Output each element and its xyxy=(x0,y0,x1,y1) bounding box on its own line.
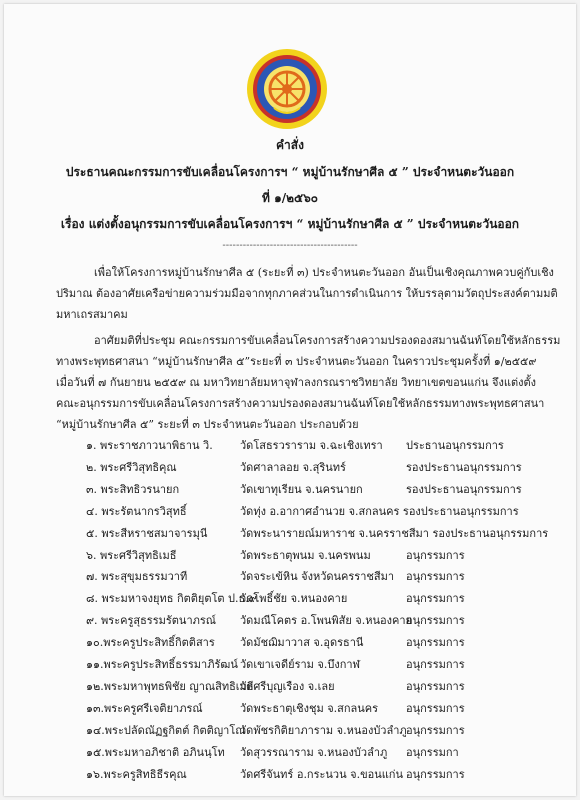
member-role: ประธานอนุกรรมการ xyxy=(406,439,504,452)
member-role: อนุกรรมการ xyxy=(406,570,465,584)
document-issuer: ประธานคณะกรรมการขับเคลื่อนโครงการฯ “ หมู่บ้านรักษาศีล ๕ ” ประจำหนตะวันออก xyxy=(65,165,515,179)
member-name: ๑๒.พระมหาพุทธพิชัย ญาณสิทธิเมธี xyxy=(86,679,254,693)
list-item xyxy=(4,743,576,765)
document-subject: เรื่อง แต่งตั้งอนุกรรมการขับเคลื่อนโครงการฯ “ หมู่บ้านรักษาศีล ๕ ” ประจำหนตะวันออก xyxy=(60,217,520,231)
list-item xyxy=(4,458,576,480)
member-role: อนุกรรมการ xyxy=(406,614,465,628)
member-role: อนุกรรมกา xyxy=(406,745,459,759)
list-item xyxy=(4,589,576,611)
member-name: ๒. พระศรีวิสุทธิคุณ xyxy=(86,460,177,474)
member-temple: วัดศรีบุญเรือง จ.เลย xyxy=(240,679,335,693)
member-name: ๑. พระราชภาวนาพิธาน วิ. xyxy=(86,439,213,452)
member-temple: วัดพระนารายณ์มหาราช จ.นครราชสีมา รองประธานอนุกรรมการ xyxy=(240,526,549,540)
document-title: คำสั่ง xyxy=(276,138,304,152)
list-item xyxy=(4,502,576,524)
member-temple: วัดมณีโคตร อ.โพนพิสัย จ.หนองคาย xyxy=(240,614,412,628)
member-temple: วัดสุวรรณาราม จ.หนองบัวลำภู xyxy=(240,745,388,759)
member-name: ๑๐.พระครูประสิทธิ์กิตติสาร xyxy=(86,636,215,650)
organization-logo-seal xyxy=(246,48,328,130)
paragraph-line: ทางพระพุทธศาสนา “หมู่บ้านรักษาศีล ๕”ระยะที่ ๓ ประจำหนตะวันออก ในคราวประชุมครั้งที่ ๑/๒๕๕๙ xyxy=(56,355,537,368)
member-temple: วัดโพธิ์ชัย จ.หนองคาย xyxy=(240,592,348,606)
paragraph-purpose xyxy=(56,262,556,325)
member-name: ๔. พระรัตนากรวิสุทธิ์ xyxy=(86,504,187,518)
paragraph-line: มหาเถรสมาคม xyxy=(56,308,128,321)
list-item xyxy=(4,699,576,721)
member-name: ๑๕.พระมหาอภิชาติ อภินนฺโท xyxy=(86,745,225,759)
member-role: รองประธานอนุกรรมการ xyxy=(406,482,522,496)
member-temple: วัดโสธรวราราม จ.ฉะเชิงเทรา xyxy=(240,439,383,452)
member-role: อนุกรรมการ xyxy=(406,658,465,671)
member-role: อนุกรรมการ xyxy=(406,636,465,650)
list-item xyxy=(4,677,576,699)
list-item xyxy=(4,721,576,743)
list-item xyxy=(4,524,576,546)
member-temple: วัดจระเข้หิน จังหวัดนครราชสีมา xyxy=(240,570,394,584)
divider-line: ---------------------------------------- xyxy=(222,240,358,251)
list-item xyxy=(4,611,576,633)
list-item xyxy=(4,567,576,589)
paragraph-line: “หมู่บ้านรักษาศีล ๕” ระยะที่ ๓ ประจำหนตะวันออก ประกอบด้วย xyxy=(56,418,359,431)
list-item xyxy=(4,480,576,502)
dharma-wheel-emblem-icon xyxy=(246,48,328,130)
list-item xyxy=(4,633,576,655)
paragraph-line: เพื่อให้โครงการหมู่บ้านรักษาศีล ๕ (ระยะที่ ๓) ประจำหนตะวันออก อันเป็นเชิงคุณภาพควบคู่กับเชิง xyxy=(94,266,554,279)
member-name: ๕. พระสีหราชสมาจารมุนี xyxy=(86,526,208,540)
paragraph-line: ปริมาณ ต้องอาศัยเครือข่ายความร่วมมือจากทุกภาคส่วนในการดำเนินการ ให้บรรลุตามวัตถุประสงค์ตามมติ xyxy=(56,287,558,300)
member-role: อนุกรรมการ xyxy=(406,592,465,606)
document-page xyxy=(4,4,576,796)
member-role: อนุกรรมการ xyxy=(406,701,465,715)
member-temple: วัดเขาทุเรียน จ.นครนายก xyxy=(240,482,363,496)
member-name: ๖. พระศรีวิสุทธิเมธี xyxy=(86,548,177,562)
member-temple: วัดศาลาลอย จ.สุรินทร์ xyxy=(240,460,346,474)
member-name: ๙. พระครูสุธรรมรัตนาภรณ์ xyxy=(86,614,216,628)
member-name: ๘. พระมหาจงยุทธ กิตติยุตโต ป.ธ.๙ xyxy=(86,592,257,606)
paragraph-line: คณะอนุกรรมการขับเคลื่อนโครงการสร้างความปรองดองสมานฉันท์โดยใช้หลักธรรมทางพระพุทธศาสนา xyxy=(56,397,545,410)
member-role: อนุกรรมการ xyxy=(406,767,465,781)
member-temple: วัดพระธาตุเชิงชุม จ.สกลนคร xyxy=(240,701,379,715)
list-item xyxy=(4,655,576,677)
member-name: ๑๔.พระปลัดณัฏฐกิตต์ กิตติญาโณ xyxy=(86,723,246,737)
paragraph-line: เมื่อวันที่ ๗ กันยายน ๒๕๕๙ ณ มหาวิทยาลัยมหาจุฬาลงกรณราชวิทยาลัย วิทยาเขตขอนแก่น จึงแต่งตั้ง xyxy=(56,376,536,389)
member-name: ๑๑.พระครูประสิทธิ์ธรรมาภิรัฒน์ xyxy=(86,658,238,671)
list-item xyxy=(4,436,576,458)
member-name: ๑๖.พระครูสิทธิธีรคุณ xyxy=(86,767,187,781)
document-number: ที่ ๑/๒๕๖๐ xyxy=(261,191,319,205)
member-temple: วัดพัชรกิติยาภาราม จ.หนองบัวลำภู xyxy=(240,723,407,737)
member-temple: วัดมัชฌิมาวาส จ.อุดรธานี xyxy=(240,636,364,650)
member-name: ๓. พระสิทธิวรนายก xyxy=(86,482,180,496)
paragraph-resolution xyxy=(56,330,561,435)
member-name: ๗. พระสุขุมธรรมวาที xyxy=(86,570,188,584)
member-role: รองประธานอนุกรรมการ xyxy=(406,460,522,474)
member-temple: วัดพระธาตุพนม จ.นครพนม xyxy=(240,548,371,562)
paragraph-line: อาศัยมติที่ประชุม คณะกรรมการขับเคลื่อนโครงการสร้างความปรองดองสมานฉันท์โดยใช้หลักธรรม xyxy=(94,334,561,347)
list-item xyxy=(4,546,576,568)
list-item xyxy=(4,765,576,787)
member-role: อนุกรรมการ xyxy=(406,723,465,737)
member-temple: วัดศรีจันทร์ อ.กระนวน จ.ขอนแก่น xyxy=(240,767,403,781)
member-role: อนุกรรมการ xyxy=(406,679,465,693)
member-role: อนุกรรมการ xyxy=(406,548,465,562)
member-temple: วัดทุ่ง อ.อากาศอำนวย จ.สกลนคร รองประธานอนุกรรมการ xyxy=(240,504,519,518)
member-temple: วัดเขาเจดีย์ราม จ.บึงกาฬ xyxy=(240,658,361,671)
member-name: ๑๓.พระครูศรีเจติยาภรณ์ xyxy=(86,701,203,715)
